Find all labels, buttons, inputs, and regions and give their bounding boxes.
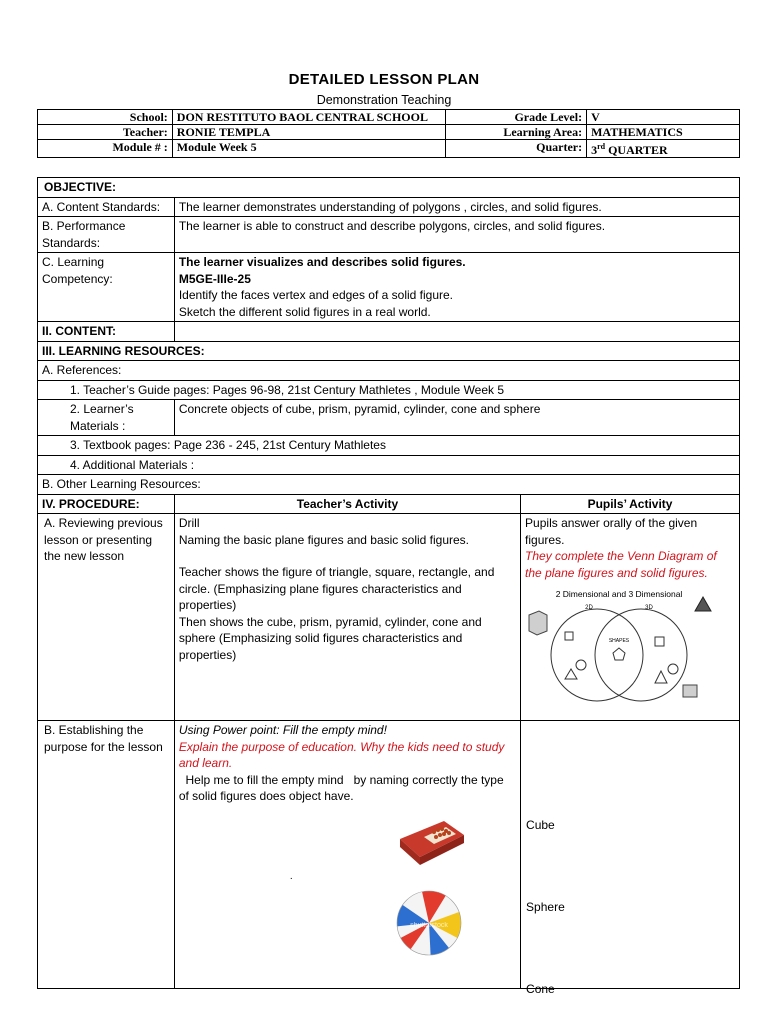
quarter-text: QUARTER xyxy=(605,143,668,157)
learners-materials-label: 2. Learner’s Materials : xyxy=(38,400,175,436)
answer-cone: Cone xyxy=(526,982,555,996)
learning-competency-label: C. Learning Competency: xyxy=(38,253,175,322)
lesson-plan-table xyxy=(37,177,740,996)
powerpoint-instruction: Using Power point: Fill the empty mind! xyxy=(178,723,387,737)
competency-line: Identify the faces vertex and edges of a solid figure. xyxy=(178,288,454,302)
references-label: A. References: xyxy=(38,361,740,381)
venn-center-label: SHAPES xyxy=(608,638,630,644)
page-subtitle: Demonstration Teaching xyxy=(316,93,452,107)
quarter-number: 3 xyxy=(591,143,598,157)
venn-diagram-image xyxy=(525,587,713,705)
teacher-label: Teacher: xyxy=(38,125,173,140)
competency-line: The learner visualizes and describes solid figures. xyxy=(178,255,466,269)
answer-sphere: Sphere xyxy=(526,900,565,914)
info-table xyxy=(37,109,740,158)
grade-value: V xyxy=(587,110,740,125)
module-label: Module # : xyxy=(38,140,173,158)
performance-standards-text: The learner is able to construct and describe polygons, circles, and solid figures. xyxy=(174,217,739,253)
answer-cube: Cube xyxy=(526,818,555,832)
performance-standards-label: B. Performance Standards: xyxy=(38,217,175,253)
matchbox-image xyxy=(394,817,468,867)
module-value: Module Week 5 xyxy=(172,140,446,158)
learners-materials-text: Concrete objects of cube, prism, pyramid, cylinder, cone and sphere xyxy=(174,400,739,436)
procedure-heading: IV. PROCEDURE: xyxy=(38,494,175,514)
box-character xyxy=(683,685,697,697)
content-standards-label: A. Content Standards: xyxy=(38,197,175,217)
teacher-activity-line: Teacher shows the figure of triangle, square, rectangle, and circle. (Emphasizing plane figures characteristics and properties) xyxy=(178,565,495,612)
objective-heading: OBJECTIVE: xyxy=(38,178,740,198)
teachers-guide-pages: 1. Teacher’s Guide pages: Pages 96-98, 21st Century Mathletes , Module Week 5 xyxy=(38,380,740,400)
content-heading: II. CONTENT: xyxy=(38,322,175,342)
reviewing-lesson-label: A. Reviewing previous lesson or presenting the new lesson xyxy=(38,514,175,721)
teacher-activity-heading: Teacher’s Activity xyxy=(174,494,520,514)
learning-competency-text xyxy=(174,253,739,322)
quarter-label: Quarter: xyxy=(446,140,587,158)
other-resources: B. Other Learning Resources: xyxy=(38,475,740,495)
establishing-pupil-activity xyxy=(521,721,740,996)
additional-materials: 4. Additional Materials : xyxy=(38,455,740,475)
pupil-activity-line: Pupils answer orally of the given figures. xyxy=(525,516,698,547)
venn-left-label: 2D xyxy=(585,605,593,611)
pupil-activity-heading: Pupils’ Activity xyxy=(521,494,740,514)
area-value: MATHEMATICS xyxy=(587,125,740,140)
drill-label: Drill xyxy=(178,516,200,530)
teacher-activity-line: Then shows the cube, prism, pyramid, cylinder, cone and sphere (Emphasizing solid figures characteristics and properties) xyxy=(178,614,482,662)
cube-character xyxy=(529,611,547,635)
reviewing-teacher-activity xyxy=(174,514,520,721)
school-label: School: xyxy=(38,110,173,125)
establishing-purpose-label: B. Establishing the purpose for the lesson xyxy=(38,721,175,989)
establishing-teacher-activity: Using Power point: Fill the empty mind! Explain the purpose of education. Why the kids need to study and learn. Help me to fill the empty mind by naming correctly the type of solid figures does object have. . shutterstock xyxy=(174,721,520,989)
competency-code: M5GE-IIIe-25 xyxy=(178,271,251,286)
quarter-value xyxy=(587,140,740,158)
ball-watermark: shutterstock xyxy=(409,922,448,929)
purpose-explanation: Explain the purpose of education. Why the kids need to study and learn. xyxy=(178,739,505,770)
textbook-pages: 3. Textbook pages: Page 236 - 245, 21st Century Mathletes xyxy=(38,436,740,456)
area-label: Learning Area: xyxy=(446,125,587,140)
grade-label: Grade Level: xyxy=(446,110,587,125)
teacher-value: RONIE TEMPLA xyxy=(172,125,446,140)
teacher-activity-line: Naming the basic plane figures and basic solid figures. xyxy=(178,532,470,547)
fill-mind-instruction: Help me to fill the empty mind by naming correctly the type of solid figures does object have. xyxy=(178,772,507,803)
pupil-activity-instruction: They complete the Venn Diagram of the plane figures and solid figures. xyxy=(525,549,717,580)
page-title: DETAILED LESSON PLAN xyxy=(288,71,480,88)
beach-ball-image xyxy=(391,887,467,963)
school-value: DON RESTITUTO BAOL CENTRAL SCHOOL xyxy=(172,110,446,125)
content-standards-text: The learner demonstrates understanding of polygons , circles, and solid figures. xyxy=(174,197,739,217)
resources-heading: III. LEARNING RESOURCES: xyxy=(38,341,740,361)
venn-title: 2 Dimensional and 3 Dimensional xyxy=(555,589,683,599)
competency-line: Sketch the different solid figures in a real world. xyxy=(178,304,431,319)
venn-right-label: 3D xyxy=(645,605,653,611)
quarter-suffix: rd xyxy=(597,142,606,151)
reviewing-pupil-activity xyxy=(521,514,740,721)
